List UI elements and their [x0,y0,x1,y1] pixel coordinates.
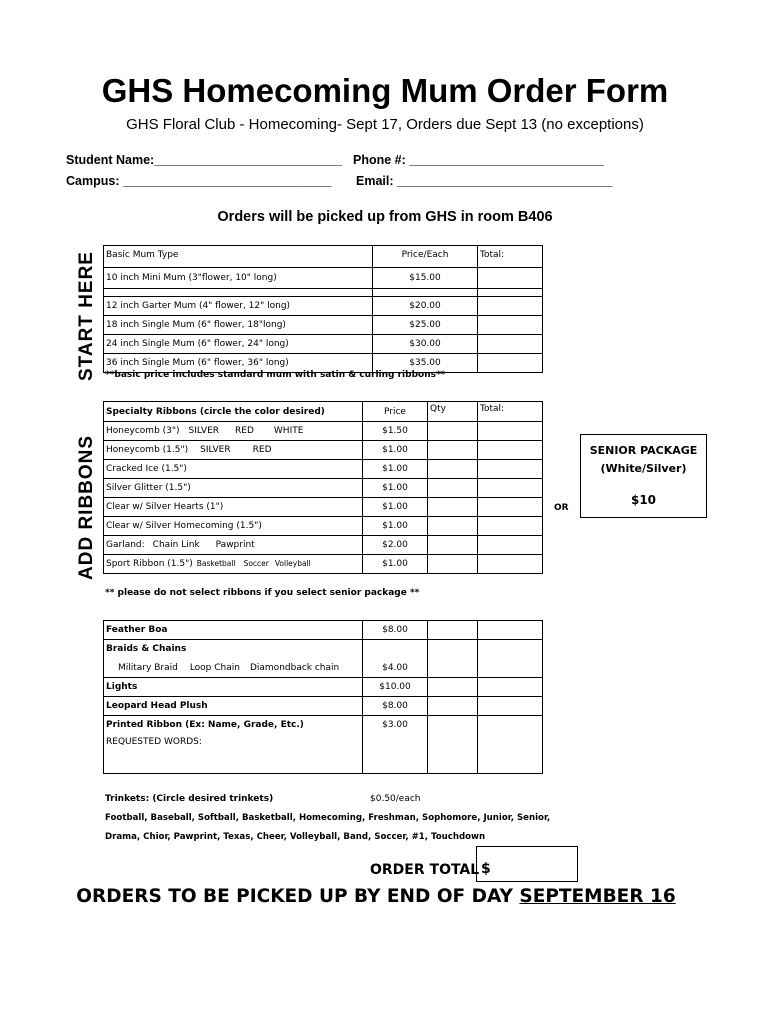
mum-total-cell[interactable] [478,268,543,289]
table-row [104,246,543,268]
ribbon-name: Sport Ribbon (1.5") [106,559,193,569]
extras-total-cell[interactable] [478,621,543,640]
qty-cell[interactable] [428,621,478,640]
form-subtitle: GHS Floral Club - Homecoming- Sept 17, Orders due Sept 13 (no exceptions) [126,116,644,133]
table-row[interactable] [104,716,543,735]
ribbon-price: $1.00 [363,460,428,479]
mum-total-cell[interactable] [478,354,543,373]
mum-price: $20.00 [373,297,478,316]
start-here-label: START HERE [76,251,97,381]
lights: Lights [104,678,363,697]
campus-field[interactable]: Campus: ______________________________ [66,174,332,188]
sport-option[interactable]: Volleyball [274,559,311,568]
sport-option[interactable]: Soccer [243,559,269,568]
braid-option[interactable]: Loop Chain [189,662,240,673]
color-option[interactable]: WHITE [273,426,304,436]
ribbon-price: $1.50 [363,422,428,441]
pickup-deadline [0,886,752,907]
ribbon-total-cell[interactable] [478,479,543,498]
qty-header: Qty [428,402,478,422]
mum-total-cell[interactable] [478,316,543,335]
ribbon-name-cell [104,441,363,460]
ribbon-total-cell[interactable] [478,517,543,536]
ribbon-name-cell [104,555,363,574]
ribbons-header: Specialty Ribbons (circle the color desired) [104,402,363,422]
garland-option[interactable]: Chain Link [152,540,200,550]
color-option[interactable]: SILVER [200,445,231,455]
ribbon-total-cell[interactable] [478,422,543,441]
ribbon-name: Clear w/ Silver Hearts (1") [104,498,363,517]
sport-option[interactable]: Basketball [196,559,236,568]
table-row [104,640,543,659]
order-total-field[interactable] [476,846,578,882]
mum-price: $15.00 [373,268,478,289]
requested-words-label: REQUESTED WORDS: [106,736,202,747]
mum-type-table [103,245,543,373]
table-row[interactable] [104,479,543,498]
senior-package-box[interactable] [580,434,707,518]
ribbon-price: $1.00 [363,517,428,536]
table-row[interactable] [104,316,543,335]
feather-boa: Feather Boa [104,621,363,640]
table-row[interactable] [104,697,543,716]
table-row[interactable] [104,517,543,536]
braid-options-cell [104,659,363,678]
qty-cell[interactable] [428,555,478,574]
extras-total-cell[interactable] [478,716,543,735]
form-title: GHS Homecoming Mum Order Form [101,72,669,109]
lights-price: $10.00 [363,678,428,697]
ribbons-table [103,401,543,574]
table-row[interactable] [104,621,543,640]
qty-cell[interactable] [428,536,478,555]
table-row[interactable] [104,659,543,678]
table-row[interactable] [104,555,543,574]
ribbon-total-header: Total: [478,402,543,422]
qty-cell[interactable] [428,697,478,716]
ribbon-name: Clear w/ Silver Homecoming (1.5") [104,517,363,536]
table-row[interactable] [104,536,543,555]
color-option[interactable]: RED [235,426,254,436]
ribbon-total-cell[interactable] [478,441,543,460]
ribbon-price: $1.00 [363,498,428,517]
ribbon-price: $2.00 [363,536,428,555]
mum-note: **basic price includes standard mum with satin & curling ribbons** [105,370,446,380]
senior-package-subtitle: (White/Silver) [600,462,687,475]
ribbon-price: $1.00 [363,555,428,574]
add-ribbons-label: ADD RIBBONS [76,434,97,580]
qty-cell[interactable] [428,517,478,536]
table-row [104,402,543,422]
mum-type: 12 inch Garter Mum (4" flower, 12" long) [104,297,373,316]
table-row[interactable] [104,422,543,441]
feather-boa-price: $8.00 [363,621,428,640]
mum-total-cell[interactable] [478,297,543,316]
ribbon-total-cell[interactable] [478,460,543,479]
ribbon-name: Silver Glitter (1.5") [104,479,363,498]
total-header: Total: [478,246,543,268]
mum-type: 18 inch Single Mum (6" flower, 18"long) [104,316,373,335]
currency-symbol: $ [481,861,491,877]
ribbon-price: $1.00 [363,441,428,460]
pickup-deadline-text: ORDERS TO BE PICKED UP BY END OF DAY [76,886,513,907]
mum-type: 10 inch Mini Mum (3"flower, 10" long) [104,268,373,289]
qty-cell[interactable] [428,678,478,697]
braids-chains: Braids & Chains [104,640,363,659]
ribbon-total-cell[interactable] [478,498,543,517]
table-row[interactable] [104,335,543,354]
ribbon-name: Honeycomb (3") [106,426,180,436]
mum-price: $25.00 [373,316,478,335]
ribbon-price: $1.00 [363,479,428,498]
leopard-price: $8.00 [363,697,428,716]
braid-option[interactable]: Military Braid [118,662,178,673]
color-option[interactable]: SILVER [188,426,220,436]
mum-type-header: Basic Mum Type [104,246,373,268]
table-row[interactable] [104,268,543,289]
senior-package-price: $10 [630,493,657,507]
table-row[interactable] [104,441,543,460]
qty-cell[interactable] [428,659,478,678]
or-label: OR [554,503,569,513]
printed-ribbon-price: $3.00 [363,716,428,735]
student-name-field[interactable]: Student Name:___________________________ [66,153,342,167]
extras-total-cell[interactable] [478,659,543,678]
email-field[interactable]: Email: _______________________________ [356,174,613,188]
color-option[interactable]: RED [252,445,272,455]
requested-words-field[interactable] [104,735,363,774]
table-row[interactable] [104,297,543,316]
qty-cell[interactable] [428,479,478,498]
ribbon-name: Cracked Ice (1.5") [104,460,363,479]
qty-cell[interactable] [428,422,478,441]
ribbon-name: Garland: [106,540,145,550]
qty-cell[interactable] [428,716,478,735]
ribbon-total-cell[interactable] [478,536,543,555]
ribbons-note: ** please do not select ribbons if you select senior package ** [105,588,420,598]
ribbon-total-cell[interactable] [478,555,543,574]
table-row[interactable] [104,498,543,517]
leopard-head-plush: Leopard Head Plush [104,697,363,716]
extras-total-cell[interactable] [478,697,543,716]
trinkets-price: $0.50/each [370,794,421,804]
mum-price: $30.00 [373,335,478,354]
extras-total-cell[interactable] [478,678,543,697]
senior-package-title: SENIOR PACKAGE [589,444,698,457]
mum-total-cell[interactable] [478,335,543,354]
qty-cell[interactable] [428,441,478,460]
table-row[interactable] [104,735,543,774]
braids-price: $4.00 [363,659,428,678]
spacer-row [104,289,543,297]
garland-option[interactable]: Pawprint [215,540,255,550]
braid-option[interactable]: Diamondback chain [249,662,340,673]
table-row[interactable] [104,460,543,479]
pickup-deadline-date: SEPTEMBER 16 [519,886,676,907]
printed-ribbon: Printed Ribbon (Ex: Name, Grade, Etc.) [104,716,363,735]
ribbon-price-header: Price [363,402,428,422]
qty-cell[interactable] [428,460,478,479]
ribbon-name: Honeycomb (1.5") [106,445,189,455]
table-row[interactable] [104,678,543,697]
phone-field[interactable]: Phone #: ____________________________ [353,153,604,167]
ribbon-name-cell [104,536,363,555]
qty-cell[interactable] [428,498,478,517]
ribbon-name-cell [104,422,363,441]
pickup-note: Orders will be picked up from GHS in room B406 [217,209,553,225]
trinkets-list-line-1[interactable]: Football, Baseball, Softball, Basketball, Homecoming, Freshman, Sophomore, Junior, Senior, [105,813,551,823]
mum-type: 36 inch Single Mum (6" flower, 36" long) [104,354,373,373]
order-total-label: ORDER TOTAL [370,862,480,878]
mum-price: $35.00 [373,354,478,373]
mum-type: 24 inch Single Mum (6" flower, 24" long) [104,335,373,354]
trinkets-list-line-2[interactable]: Drama, Chior, Pawprint, Texas, Cheer, Volleyball, Band, Soccer, #1, Touchdown [105,832,486,842]
trinkets-label: Trinkets: (Circle desired trinkets) [105,794,274,804]
extras-table [103,620,543,774]
price-header: Price/Each [373,246,478,268]
